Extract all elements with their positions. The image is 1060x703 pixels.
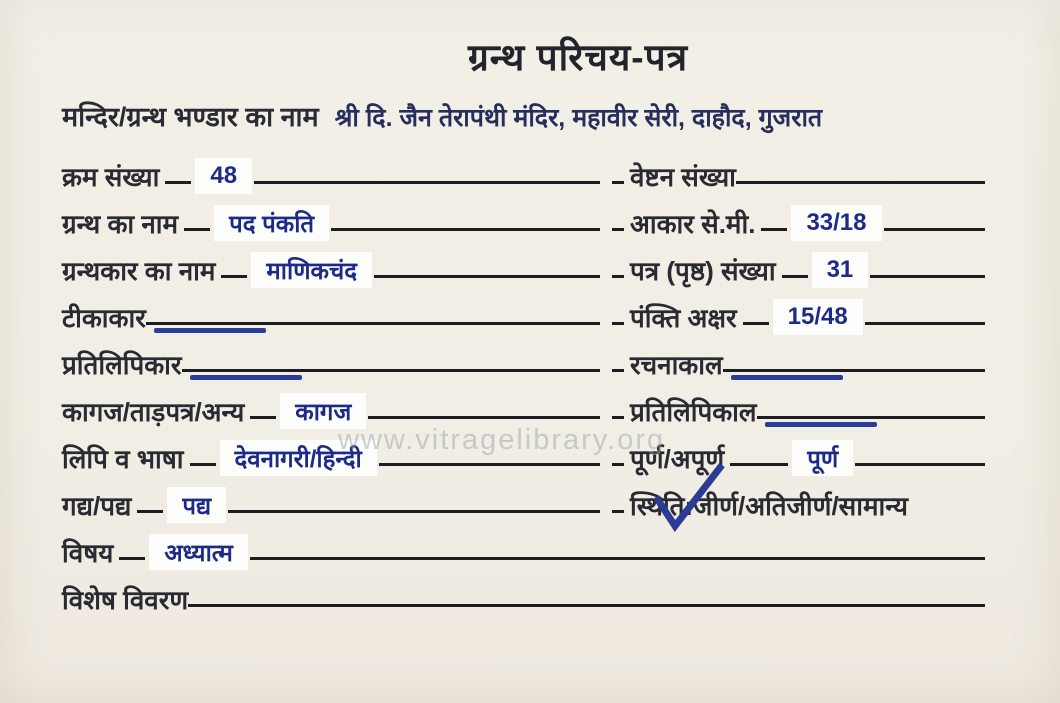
form-row xyxy=(62,197,985,244)
field-label: ग्रन्थकार का नाम xyxy=(62,255,216,286)
handwritten-dash xyxy=(731,375,843,380)
field-label: विषय xyxy=(62,537,114,568)
watermark-text: www.vitragelibrary.org xyxy=(338,424,666,456)
field-value: 31 xyxy=(812,252,869,288)
rule-line xyxy=(379,463,600,466)
handwritten-dash xyxy=(154,328,266,333)
field-label: स्थिति:जीर्ण/अतिजीर्ण/सामान्य xyxy=(630,490,909,521)
field-copyist xyxy=(62,338,612,385)
checkmark-icon xyxy=(646,459,728,539)
rule-line xyxy=(374,275,600,278)
form-row xyxy=(62,244,985,291)
field-value: पूर्ण xyxy=(792,440,853,476)
field-value: 48 xyxy=(195,158,252,194)
form-row xyxy=(62,526,985,573)
form-title: ग्रन्थ परिचय-पत्र xyxy=(467,37,689,78)
field-composition-date xyxy=(612,338,985,385)
rule-line xyxy=(146,322,600,325)
rule-line xyxy=(331,228,600,231)
rule-segment xyxy=(782,275,808,278)
field-label: पूर्ण/अपूर्ण xyxy=(630,443,725,474)
form-row xyxy=(62,479,985,526)
form-row xyxy=(62,432,985,479)
field-value: पद पंकति xyxy=(214,205,329,241)
field-copy-date xyxy=(612,385,985,432)
rule-segment xyxy=(250,416,276,419)
rule-segment xyxy=(137,510,163,513)
handwritten-dash xyxy=(190,375,302,380)
repository-name-value: श्री दि. जैन तेरापंथी मंदिर, महावीर सेरी, दाहौद, गुजरात xyxy=(334,104,823,132)
rule-line xyxy=(865,322,985,325)
rule-segment xyxy=(165,181,191,184)
form-row xyxy=(62,150,985,197)
rule-line xyxy=(884,228,986,231)
rule-segment xyxy=(612,369,624,372)
rule-segment xyxy=(612,275,624,278)
field-material xyxy=(62,385,612,432)
field-label: वेष्टन संख्या xyxy=(630,161,736,192)
field-author-name xyxy=(62,244,612,291)
repository-name-row xyxy=(62,97,1042,134)
rule-line xyxy=(368,416,600,419)
rule-segment xyxy=(730,463,788,466)
field-value: देवनागरी/हिन्दी xyxy=(220,440,377,476)
form-row xyxy=(62,573,985,620)
field-prose-verse xyxy=(62,479,612,526)
rule-line xyxy=(254,181,600,184)
field-label: कागज/ताड़पत्र/अन्य xyxy=(62,396,245,427)
rule-segment xyxy=(612,416,624,419)
rule-segment xyxy=(184,228,210,231)
rule-segment xyxy=(612,463,624,466)
rule-line xyxy=(723,369,985,372)
form-row xyxy=(62,385,985,432)
rule-segment xyxy=(612,322,624,325)
field-value: 33/18 xyxy=(791,205,881,241)
field-label: विशेष विवरण xyxy=(62,584,189,615)
field-subject xyxy=(62,526,985,573)
form-row xyxy=(62,338,985,385)
field-value: अध्यात्म xyxy=(149,534,248,570)
field-page-count xyxy=(612,244,985,291)
field-book-name xyxy=(62,197,612,244)
field-label: प्रतिलिपिकाल xyxy=(630,396,757,427)
rule-line xyxy=(757,416,985,419)
field-label: टीकाकार xyxy=(62,302,146,333)
field-label: गद्य/पद्य xyxy=(62,490,132,521)
rule-line xyxy=(250,557,985,560)
field-size-cm xyxy=(612,197,985,244)
rule-segment xyxy=(190,463,216,466)
rule-line xyxy=(870,275,985,278)
handwritten-dash xyxy=(765,422,877,427)
rule-line xyxy=(182,369,600,372)
rule-line xyxy=(188,604,985,607)
rule-segment xyxy=(761,228,787,231)
rule-segment xyxy=(743,322,769,325)
rule-segment xyxy=(612,181,624,184)
field-script-language xyxy=(62,432,612,479)
field-condition xyxy=(612,479,985,526)
field-serial-number xyxy=(62,150,612,197)
rule-line xyxy=(736,181,985,184)
field-lines-letters xyxy=(612,291,985,338)
rule-segment xyxy=(119,557,145,560)
field-label: आकार से.मी. xyxy=(630,208,756,239)
field-value: माणिकचंद xyxy=(251,252,372,288)
form-row xyxy=(62,291,985,338)
repository-name-label: मन्दिर/ग्रन्थ भण्डार का नाम xyxy=(62,102,319,132)
rule-segment xyxy=(612,510,624,513)
field-label: प्रतिलिपिकार xyxy=(62,349,182,380)
field-value: 15/48 xyxy=(773,299,863,335)
field-commentator xyxy=(62,291,612,338)
field-special-details xyxy=(62,573,985,620)
field-label: लिपि व भाषा xyxy=(62,443,184,474)
field-label: पंक्ति अक्षर xyxy=(630,302,737,333)
field-value: पद्य xyxy=(167,487,226,523)
rule-segment xyxy=(612,228,624,231)
rule-segment xyxy=(221,275,247,278)
field-label: रचनाकाल xyxy=(630,349,723,380)
field-label: पत्र (पृष्ठ) संख्या xyxy=(630,255,776,286)
rule-line xyxy=(855,463,985,466)
field-label: क्रम संख्या xyxy=(62,161,160,192)
field-label: ग्रन्थ का नाम xyxy=(62,208,179,239)
field-wrapper-number xyxy=(612,150,985,197)
field-value: कागज xyxy=(280,393,366,429)
form-fields xyxy=(62,150,985,620)
rule-line xyxy=(228,510,600,513)
